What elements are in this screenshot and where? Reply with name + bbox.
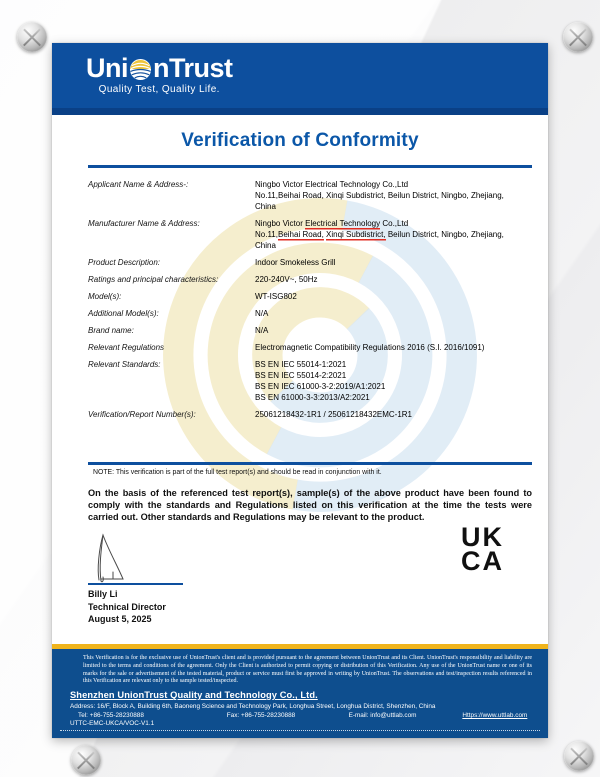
field-row	[88, 291, 532, 302]
field-value	[255, 291, 532, 302]
field-row	[88, 342, 532, 353]
field-value	[255, 409, 532, 420]
dotted-divider	[60, 730, 540, 731]
screw-icon	[563, 22, 593, 52]
divider	[88, 462, 532, 465]
field-label: Applicant Name & Address-:	[88, 180, 189, 189]
field-value-line: 25061218432-1R1 / 25061218432EMC-1R1	[255, 410, 413, 419]
field-value-line: WT-ISG802	[255, 292, 297, 301]
field-value-line: 220-240V~, 50Hz	[255, 275, 318, 284]
logo-text-suffix: nTrust	[153, 53, 233, 83]
issuer-tel: Tel: +86-755-28230888	[78, 712, 144, 720]
issuer-contact-row	[78, 712, 532, 719]
field-value	[255, 359, 532, 403]
signature-area	[88, 522, 532, 631]
field-row	[88, 409, 532, 420]
field-label: Brand name:	[88, 326, 134, 335]
field-value-line: Ningbo Victor Electrical Technology Co.,Ltd	[255, 180, 409, 189]
brand-logo	[86, 54, 233, 95]
page-title: Verification of Conformity	[181, 130, 419, 151]
field-label: Ratings and principal characteristics:	[88, 275, 219, 284]
field-row	[88, 179, 532, 212]
issuer-website-link[interactable]: Https://www.uttlab.com	[462, 712, 528, 720]
field-row	[88, 257, 532, 268]
screw-icon	[71, 745, 101, 775]
field-value-line: BS EN 61000-3-3:2013/A2:2021	[255, 393, 370, 402]
field-value-line: China	[255, 202, 276, 211]
field-row	[88, 274, 532, 285]
field-value	[255, 325, 532, 336]
certificate-page	[52, 43, 548, 738]
document-code: UTTC-EMC-UKCA/VOC-V1.1	[70, 720, 155, 728]
field-label: Manufacturer Name & Address:	[88, 219, 200, 228]
field-label: Model(s):	[88, 292, 122, 301]
field-value	[255, 308, 532, 319]
field-value-line: N/A	[255, 309, 269, 318]
conformity-statement: On the basis of the referenced test report(s), sample(s) of the above product have been found to comply with the standards and Regulations listed on this verification at the time the tests were carried out. Other standards and Regulations may be relevant to the product.	[88, 488, 532, 522]
screw-icon	[17, 22, 47, 52]
issuer-address: Address: 16/F, Block A, Building 6th, Baoneng Science and Technology Park, Longhua Street, Longhua District, Shenzhen, China	[70, 702, 436, 710]
signatory-name: Billy Li	[88, 589, 118, 599]
signature-underline	[88, 583, 183, 585]
field-value-line: China	[255, 241, 276, 250]
field-value	[255, 257, 532, 268]
brand-tagline: Quality Test, Quality Life.	[98, 84, 220, 95]
field-value-line: BS EN IEC 61000-3-2:2019/A1:2021	[255, 382, 386, 391]
brand-header	[52, 43, 548, 115]
issuer-email: E-mail: info@uttlab.com	[348, 712, 417, 720]
field-value-line: Indoor Smokeless Grill	[255, 258, 336, 267]
red-underlined-text: Electrical Technology	[305, 219, 381, 228]
field-label: Relevant Regulations	[88, 343, 165, 352]
ukca-mark	[461, 522, 504, 576]
field-row	[88, 218, 532, 251]
field-row	[88, 325, 532, 336]
field-label: Verification/Report Number(s):	[88, 410, 196, 419]
ukca-top: UK	[461, 522, 504, 552]
signatory-role: Technical Director	[88, 601, 166, 612]
legal-disclaimer: This Verification is for the exclusive use of UnionTrust's client and is provided pursuant to the agreement between UnionTrust and its Client. UnionTrust's responsibility and liability are limited to the terms and conditions of the agreement. Only the Client is authorized to permit copying or distribution of this Verification. Any use of the UnionTrust name or one of its marks for the sale or advertisement of the tested material, product or service must first be approved in writing by UnionTrust. The observations and test/inspection results referenced in this Verification are relevant only to the sample tested/inspected.	[83, 655, 532, 685]
signature-date: August 5, 2025	[88, 614, 152, 624]
field-value	[255, 218, 532, 251]
issuer-fax: Fax: +86-755-28230888	[226, 712, 296, 720]
field-value	[255, 179, 532, 212]
screw-icon	[564, 741, 594, 771]
field-value-line: BS EN IEC 55014-2:2021	[255, 371, 347, 380]
divider	[88, 165, 532, 168]
field-label: Relevant Standards:	[88, 360, 161, 369]
logo-text-prefix: Uni	[86, 53, 128, 83]
field-value-line: BS EN IEC 55014-1:2021	[255, 360, 347, 369]
fields-table	[88, 179, 532, 420]
signature-scribble	[92, 531, 138, 583]
field-value-line: Electromagnetic Compatibility Regulations 2016 (S.I. 2016/1091)	[255, 343, 485, 352]
issuer-company-name: Shenzhen UnionTrust Quality and Technology Co., Ltd.	[70, 690, 318, 701]
red-underlined-text: Beihai Road,	[277, 230, 324, 239]
field-row	[88, 308, 532, 319]
field-label: Additional Model(s):	[88, 309, 159, 318]
globe-icon	[129, 58, 152, 81]
field-value	[255, 342, 532, 353]
ukca-bottom: CA	[461, 546, 504, 576]
field-value-line: N/A	[255, 326, 269, 335]
field-value-line: Ningbo Victor Electrical Technology Co.,Ltd	[255, 219, 409, 228]
field-value-line: No.11,Beihai Road, Xinqi Subdistrict, Beilun District, Ningbo, Zhejiang,	[255, 191, 504, 200]
field-label: Product Description:	[88, 258, 161, 267]
field-row	[88, 359, 532, 403]
note-text: NOTE: This verification is part of the full test report(s) and should be read in conjunction with it.	[93, 469, 382, 476]
red-underlined-text: Xinqi Subdistrict,	[326, 230, 386, 239]
certificate-footer	[52, 644, 548, 738]
field-value	[255, 274, 532, 285]
field-value-line: No.11,Beihai Road, Xinqi Subdistrict, Beilun District, Ningbo, Zhejiang,	[255, 230, 504, 239]
